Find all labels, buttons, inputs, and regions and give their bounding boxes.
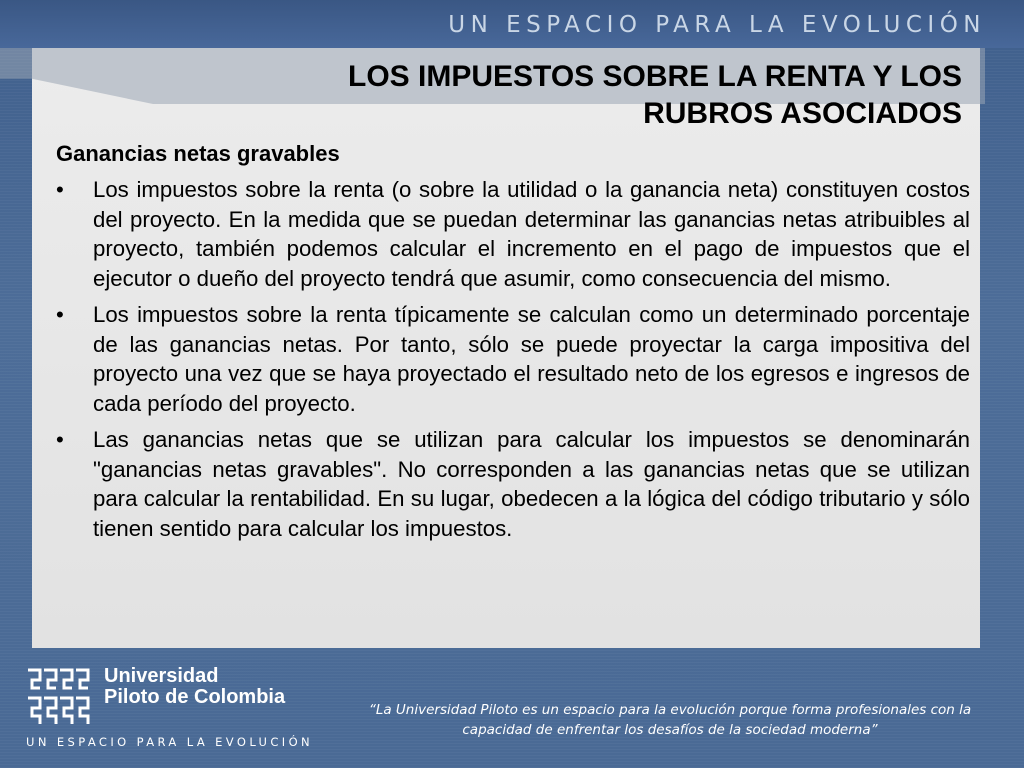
bullet-text: Los impuestos sobre la renta típicamente se calculan como un determinado porcentaje de las ganancias netas. Por tanto, sólo se puede proyectar la carga impositiva del proyecto una vez que se haya proyectado el resultado neto de los egresos e ingresos de cada período del proyecto.	[93, 302, 970, 416]
footer	[0, 648, 1024, 768]
slide-title-line-1: LOS IMPUESTOS SOBRE LA RENTA Y LOS	[348, 60, 962, 93]
university-name	[104, 666, 285, 708]
footer-quote	[360, 700, 980, 740]
bullet-dot: •	[56, 177, 64, 202]
bullet-dot: •	[56, 427, 64, 452]
bullet-item	[56, 175, 970, 293]
subheading: Ganancias netas gravables	[56, 141, 340, 166]
bullet-text: Los impuestos sobre la renta (o sobre la utilidad o la ganancia neta) constituyen costos del proyecto. En la medida que se puedan determinar las ganancias netas atribuibles al proyecto, también podemos calcular el incremento en el pago de impuestos que el ejecutor o dueño del proyecto tendrá que asumir, como consecuencia del mismo.	[93, 177, 970, 291]
slide-title	[150, 58, 962, 132]
university-tagline: UN ESPACIO PARA LA EVOLUCIÓN	[26, 735, 314, 749]
footer-quote-line-1: “La Universidad Piloto es un espacio para la evolución porque forma profesionales con la	[368, 702, 972, 718]
bullet-item	[56, 300, 970, 418]
header-tagline: UN ESPACIO PARA LA EVOLUCIÓN	[448, 12, 986, 38]
footer-quote-line-2: capacidad de enfrentar los desafíos de la sociedad moderna”	[462, 722, 878, 738]
university-name-line-2: Piloto de Colombia	[104, 686, 286, 708]
university-logo-icon	[26, 666, 92, 728]
university-name-line-1: Universidad	[104, 665, 219, 687]
slide-title-line-2: RUBROS ASOCIADOS	[643, 97, 962, 130]
bullet-item	[56, 425, 970, 543]
bullet-dot: •	[56, 302, 64, 327]
slide-content	[56, 140, 970, 550]
bullet-list	[56, 175, 970, 543]
bullet-text: Las ganancias netas que se utilizan para calcular los impuestos se denominarán "ganancias netas gravables". No corresponden a las ganancias netas que se utilizan para calcular la rentabilidad. En su lugar, obedecen a la lógica del código tributario y sólo tienen sentido para calcular los impuestos.	[93, 427, 970, 541]
